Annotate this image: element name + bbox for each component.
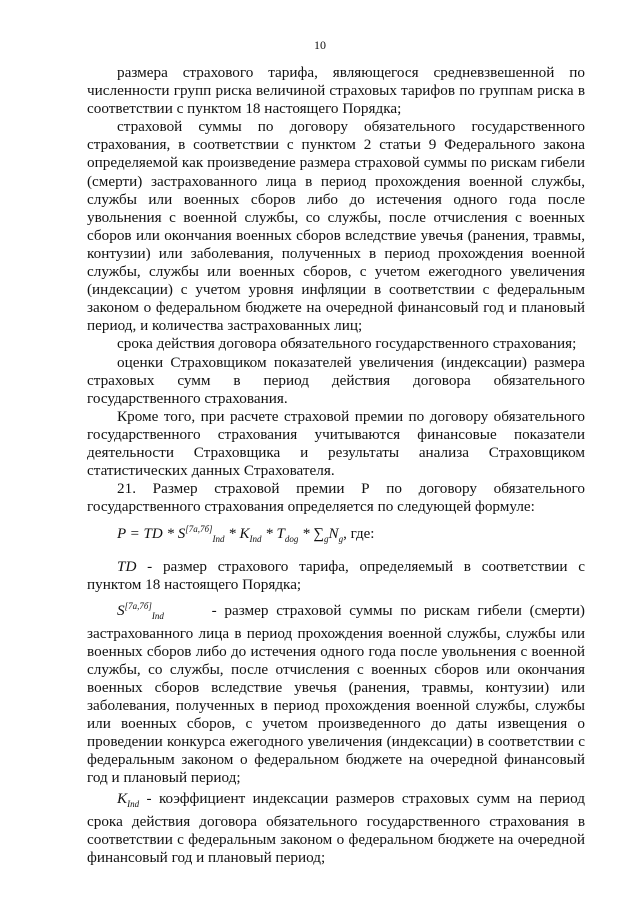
- formula-n: N: [328, 526, 339, 543]
- formula-sum: * ∑: [298, 526, 325, 543]
- paragraph-term: срока действия договора обязательного государственного страхования;: [117, 335, 577, 353]
- definition-td: [87, 558, 585, 594]
- formula-tail: , где:: [343, 526, 375, 543]
- definition-s-sub: Ind: [151, 610, 164, 621]
- formula-t-sub: dog: [284, 534, 299, 545]
- definition-k: [87, 790, 585, 867]
- page-number: 10: [314, 38, 326, 52]
- paragraph-clause-21: 21. Размер страховой премии Р по договору обязательного государственного страхования определяется по следующей формуле:: [87, 480, 585, 516]
- definition-s-text: размер страховой суммы по рискам гибели (смерти) застрахованного лица в период прохождения военной службы, службы или военных сборов либо до истечения одного года после увольнения с военной службы, со службы, после отчисления с военных сборов или окончания военных сборов вследствие увечья (ранения, травмы, контузии) или заболевания, полученных в период прохождения военной службы, службы или военных сборов, с учетом произведенного до даты извещения о проведении конкурса ежегодного увеличения (индексации) в соответствии с федеральным законом о федеральном бюджете на очередной финансовый год и плановый период;: [87, 601, 585, 787]
- premium-formula: [117, 518, 585, 550]
- formula-k: * K: [224, 526, 250, 543]
- definition-k-sub: Ind: [127, 798, 140, 809]
- formula-t: * T: [261, 526, 285, 543]
- paragraph-besides: Кроме того, при расчете страховой премии по договору обязательного государственного страхования учитываются финансовые показатели деятельности Страховщика и результаты анализа Страховщиком статистических данных Страхователя.: [87, 407, 585, 480]
- paragraph-sum-insured: страховой суммы по договору обязательного государственного страхования, в соответствии с пунктом 2 статьи 9 Федерального закона определяемой как произведение размера страховой суммы по рискам гибели (смерти) застрахованного лица в период прохождения военной службы, службы или военных сборов либо до истечения одного года после увольнения с военной службы, со службы, после отчисления с военных сборов или окончания военных сборов вследствие увечья (ранения, травмы, контузии) или заболевания, полученных в период прохождения военной службы, службы или военных сборов, с учетом ежегодного увеличения (индексации) с учетом уровня инфляции в соответствии с федеральным законом о федеральном бюджете на очередной финансовый год и плановый период, и количества застрахованных лиц;: [87, 118, 585, 335]
- definition-k-term: K: [117, 789, 128, 807]
- definition-td-text: размер страхового тарифа, определяемый в соответствии с пунктом 18 настоящего Порядка;: [87, 558, 585, 594]
- definition-k-dash: -: [139, 789, 159, 807]
- definition-td-dash: -: [136, 558, 163, 576]
- paragraph-indexation: оценки Страховщиком показателей увеличения (индексации) размера страховых сумм в период действия договора обязательного государственного страхования.: [87, 353, 585, 407]
- definition-s-sup: [7а,7б]: [124, 600, 152, 611]
- document-body: [87, 64, 585, 867]
- definition-k-text: коэффициент индексации размеров страховых сумм на период срока действия договора обязательного государственного страхования в соответствии с федеральным законом о федеральном бюджете на очередной финансовый год и плановый период;: [87, 789, 586, 866]
- definition-td-term: TD: [117, 558, 137, 576]
- formula-lhs: P = TD * S: [117, 526, 186, 543]
- formula-s-sup: [7а,7б]: [185, 524, 213, 535]
- formula-k-sub: Ind: [249, 534, 262, 545]
- definition-s: [87, 597, 585, 788]
- formula-sum-sub: g: [324, 534, 329, 545]
- formula-s-sub: Ind: [212, 534, 225, 545]
- formula-n-sub: g: [338, 534, 344, 545]
- definition-s-term: S: [117, 601, 125, 619]
- paragraph-tariff: размера страхового тарифа, являющегося средневзвешенной по численности групп риска величиной страховых тарифов по группам риска в соответствии с пунктом 18 настоящего Порядка;: [87, 64, 585, 118]
- definition-s-dash: -: [203, 601, 225, 619]
